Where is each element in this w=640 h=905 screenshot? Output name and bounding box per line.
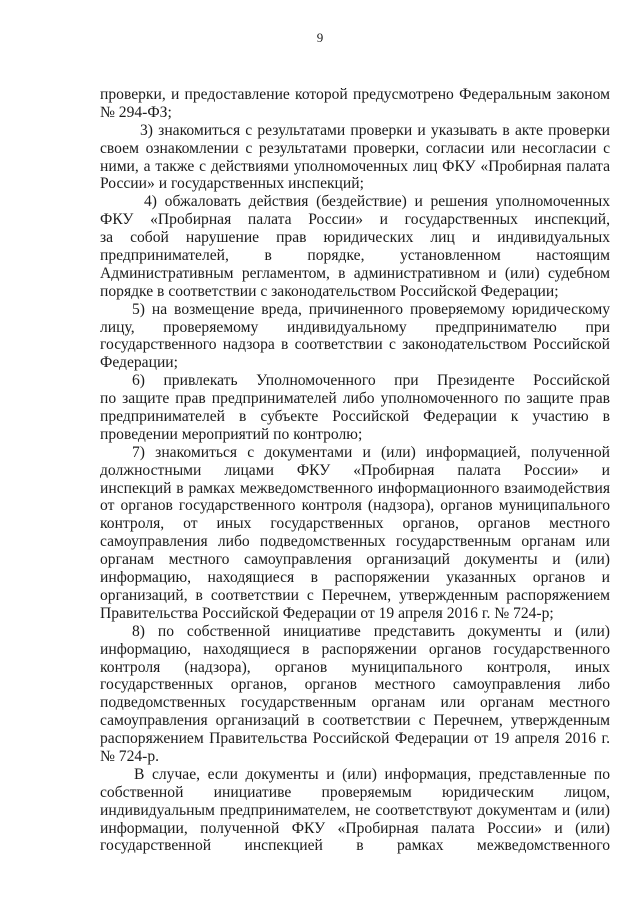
text-line: контроля (надзора), органов муниципального контроля, иных — [100, 658, 610, 676]
text-line: государственных органов, органов местного самоуправления либо — [100, 676, 610, 694]
text-line: проверки, и предоставление которой предусмотрено Федеральным законом — [100, 86, 610, 103]
text-line: самоуправления либо подведомственных государственным органам или — [100, 533, 610, 551]
text-line: Федерации; — [100, 354, 178, 372]
text-line: информации, полученной ФКУ «Пробирная палата России» и (или) — [100, 819, 610, 837]
list-item-5-line: 5) на возмещение вреда, причиненного проверяемому юридическому — [132, 300, 610, 318]
list-item-7-line: 7) знакомиться с документами и (или) информацией, полученной — [132, 443, 610, 461]
list-item-6-line: 6) привлекать Уполномоченного при Президенте Российской — [132, 372, 610, 390]
text-line: № 294-ФЗ; — [100, 103, 172, 121]
text-line: за собой нарушение прав юридических лиц и индивидуальных — [100, 229, 610, 247]
list-item-8-line: 8) по собственной инициативе представить документы и (или) — [132, 622, 610, 640]
text-line: предпринимателей в субъекте Российской Федерации к участию в — [100, 408, 610, 426]
text-line: организаций, в соответствии с Перечнем, утвержденным распоряжением — [100, 586, 610, 604]
text-line: порядке в соответствии с законодательством Российской Федерации; — [100, 282, 559, 300]
text-line: подведомственных государственным органам или органам местного — [100, 694, 610, 712]
text-line: должностными лицами ФКУ «Пробирная палата России» и — [100, 461, 610, 479]
text-line: информацию, находящиеся в распоряжении указанных органов и — [100, 569, 610, 587]
paragraph-first-line: В случае, если документы и (или) информация, представленные по — [134, 765, 610, 783]
text-line: по защите прав предпринимателей либо уполномоченного по защите прав — [100, 390, 610, 408]
text-line: ФКУ «Пробирная палата России» и государственных инспекций, — [100, 211, 610, 229]
text-line: Правительства Российской Федерации от 19 апреля 2016 г. № 724-р; — [100, 604, 554, 622]
text-line: инспекций в рамках межведомственного информационного взаимодействия — [100, 479, 610, 497]
list-item-4-line: 4) обжаловать действия (бездействие) и решения уполномоченных — [144, 193, 610, 211]
text-line: своем ознакомлении с результатами проверки, согласии или несогласии с — [100, 139, 610, 157]
text-line: № 724-р. — [100, 747, 160, 765]
text-line: собственной инициативе проверяемым юридическим лицом, — [100, 783, 610, 801]
text-line: предпринимателей, в порядке, установленном настоящим — [100, 247, 610, 265]
text-line: самоуправления организаций в соответствии с Перечнем, утвержденным — [100, 712, 610, 730]
text-line: от органов государственного контроля (надзора), органов муниципального — [100, 497, 610, 515]
list-item-3-line: 3) знакомиться с результатами проверки и указывать в акте проверки — [140, 121, 610, 139]
text-line: ними, а также с действиями уполномоченных лиц ФКУ «Пробирная палата — [100, 157, 610, 175]
page-number: 9 — [316, 30, 324, 45]
document-body — [100, 86, 610, 855]
text-line: государственной инспекцией в рамках межведомственного — [100, 837, 610, 855]
text-line: государственного надзора в соответствии с законодательством Российской — [100, 336, 610, 354]
text-line: органам местного самоуправления организаций документы и (или) — [100, 551, 610, 569]
text-line: распоряжением Правительства Российской Федерации от 19 апреля 2016 г. — [100, 730, 610, 748]
text-line: России» и государственных инспекций; — [100, 175, 364, 193]
text-line: информацию, находящиеся в распоряжении органов государственного — [100, 640, 610, 658]
text-line: лицу, проверяемому индивидуальному предпринимателю при — [100, 318, 610, 336]
text-line: Административным регламентом, в административном и (или) судебном — [100, 264, 610, 282]
text-line: проведении мероприятий по контролю; — [100, 425, 363, 443]
text-line: контроля, от иных государственных органов, органов местного — [100, 515, 610, 533]
text-line: индивидуальным предпринимателем, не соответствуют документам и (или) — [100, 801, 610, 819]
